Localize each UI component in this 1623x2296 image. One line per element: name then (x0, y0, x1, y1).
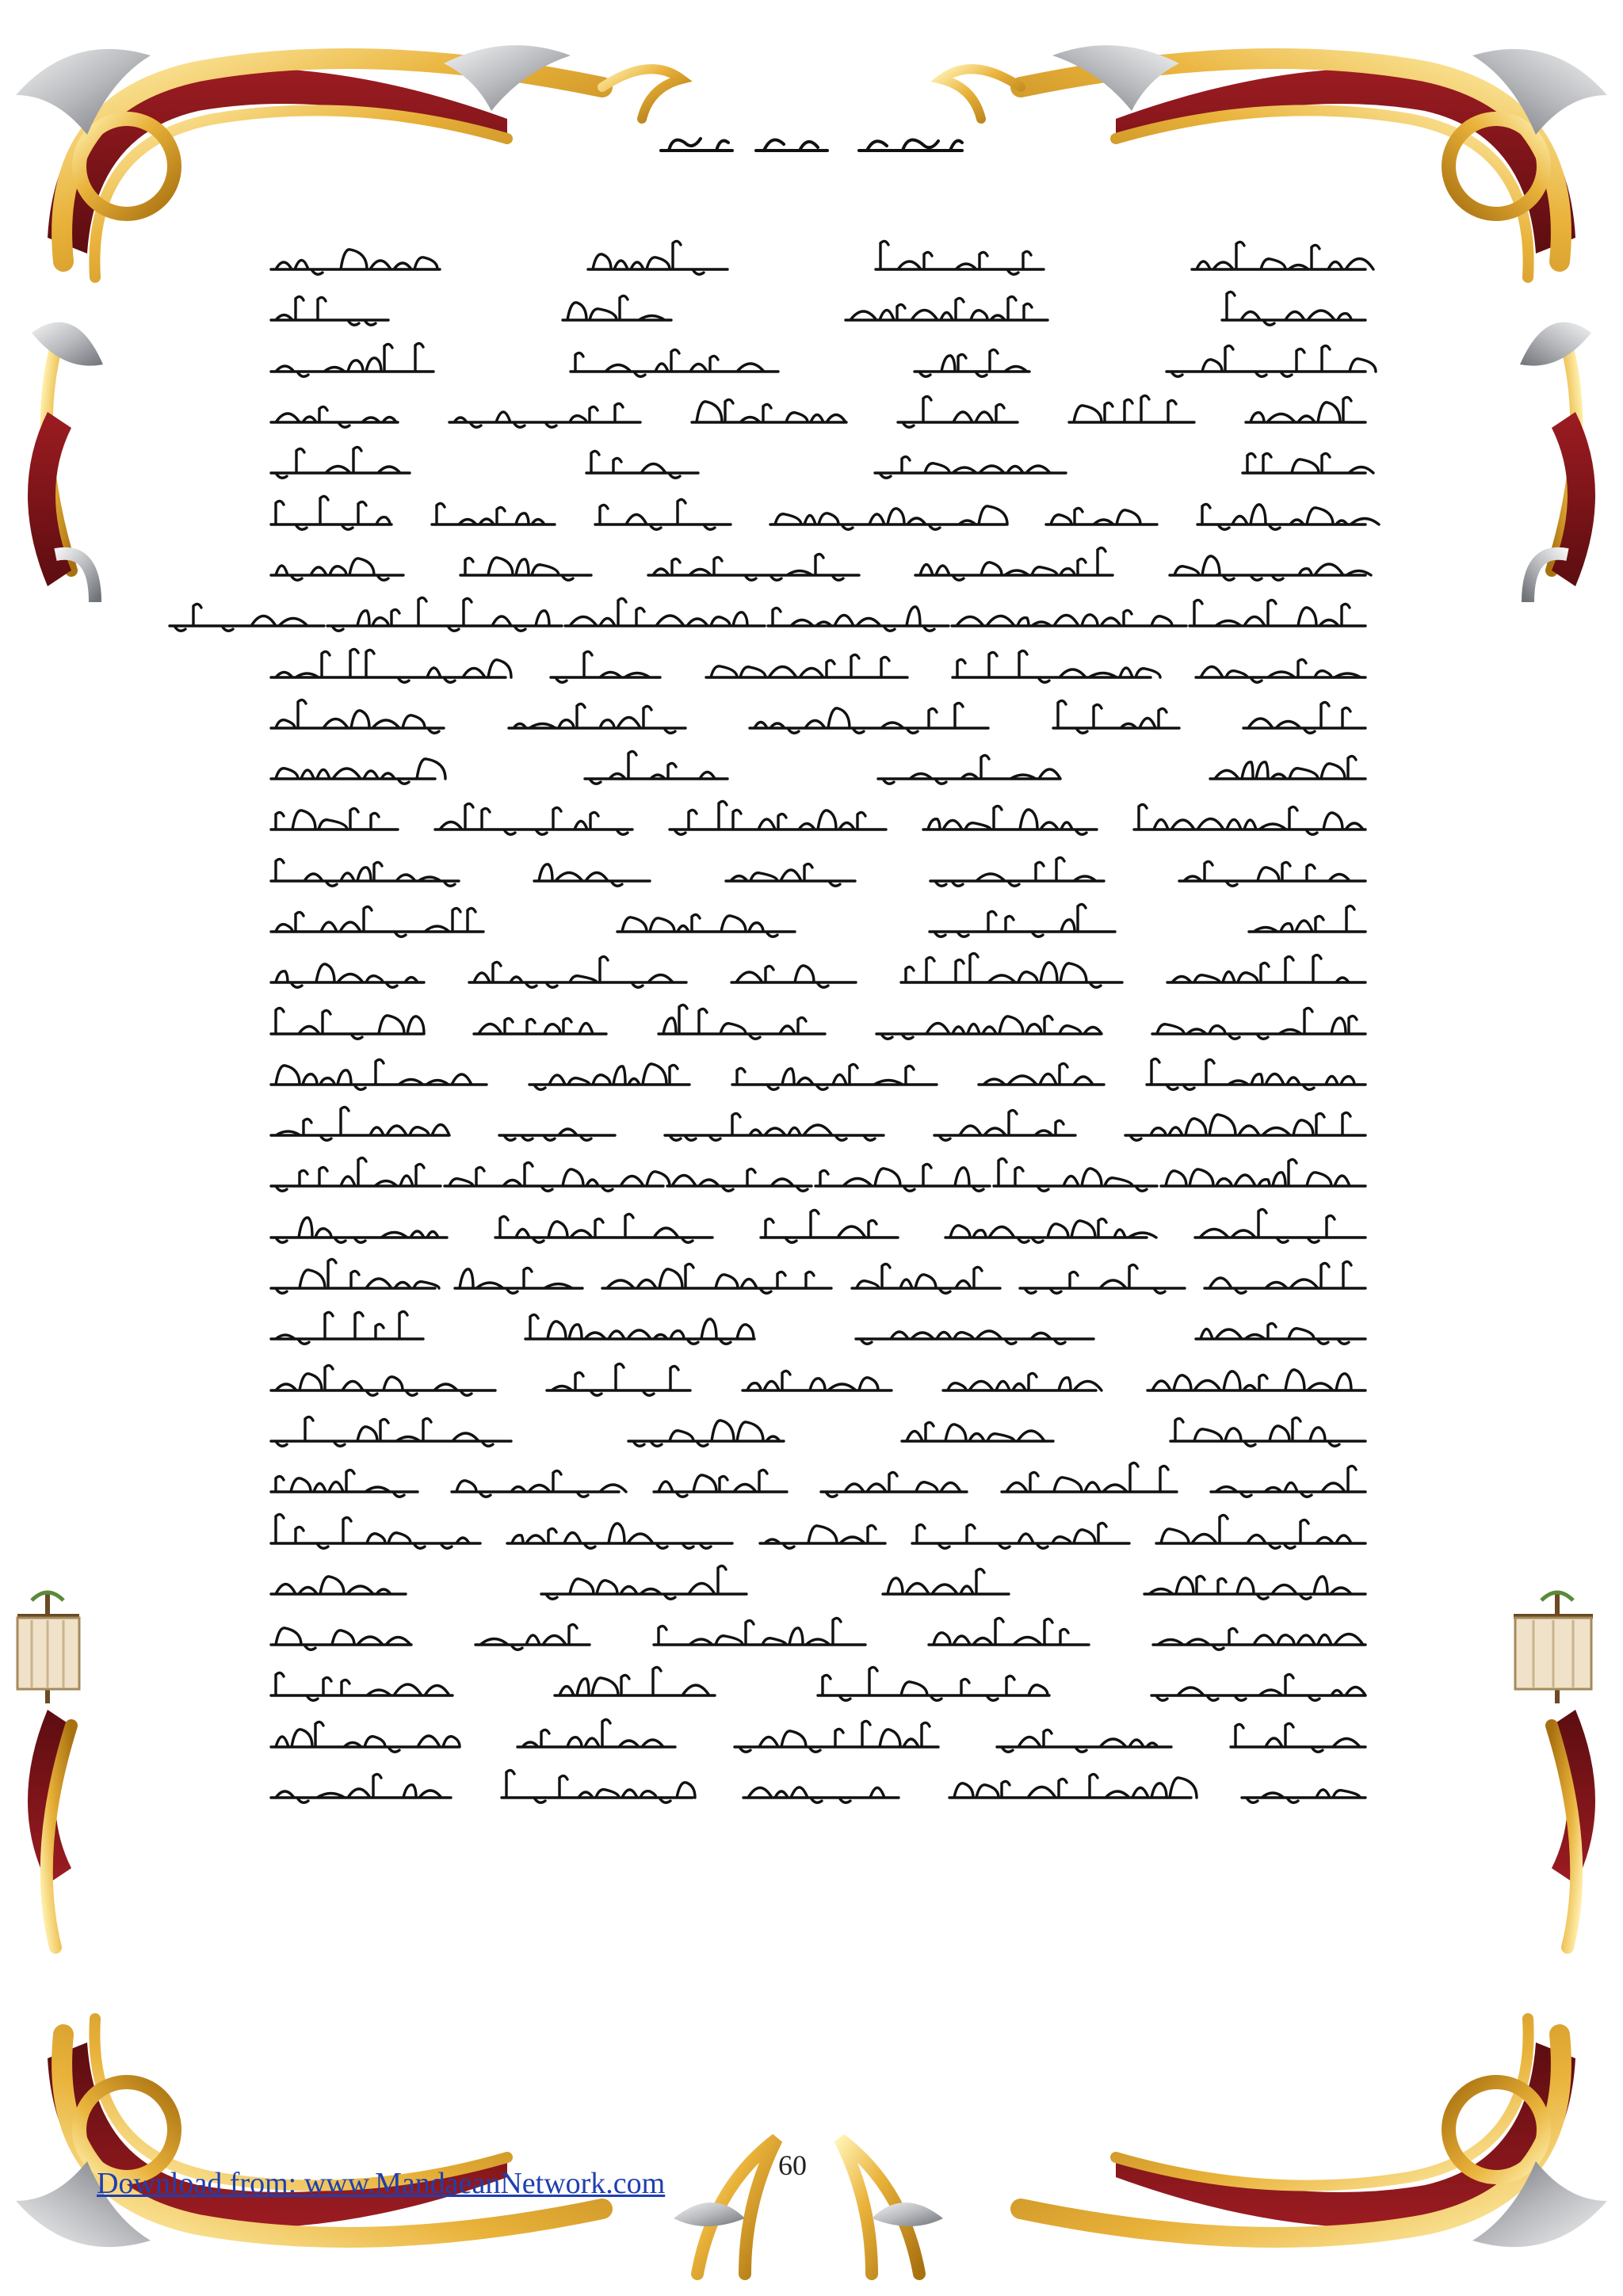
mandaic-word (168, 601, 326, 632)
mandaic-word (269, 1518, 482, 1550)
mandaic-word (569, 346, 780, 378)
text-line (269, 642, 1367, 692)
text-line (269, 1304, 1367, 1355)
mandaic-word (748, 703, 990, 734)
mandaic-word (594, 499, 732, 531)
mandaic-word (326, 601, 563, 632)
mandaic-word (1044, 499, 1159, 531)
mandaic-word (850, 1263, 1002, 1295)
mandaic-word (269, 804, 399, 836)
text-line (269, 438, 1367, 489)
mandaic-word (506, 1518, 734, 1550)
right-drape-icon (1514, 1592, 1593, 1703)
mandaic-word (269, 1212, 449, 1244)
mandaic-word (944, 1212, 1148, 1244)
mandaic-word (1244, 397, 1367, 429)
mandaic-word (705, 652, 909, 684)
mandaic-word (733, 1722, 940, 1753)
mandaic-word (1209, 1466, 1367, 1498)
mandaic-word (553, 1670, 716, 1702)
mandaic-word (922, 804, 1098, 836)
mandaic-word (269, 448, 411, 479)
mandaic-word (657, 1009, 827, 1040)
running-head (613, 119, 1010, 166)
mandaic-word (1143, 1569, 1367, 1600)
mandaic-word (1203, 1263, 1367, 1295)
mandaic-word (1000, 1466, 1178, 1498)
mandaic-word (269, 1569, 407, 1600)
mandaic-word (269, 1772, 453, 1804)
text-line (269, 489, 1367, 540)
mandaic-word (269, 906, 485, 938)
mandaic-word (1159, 1161, 1367, 1192)
text-line (269, 948, 1367, 998)
mandaic-word (269, 1263, 437, 1295)
text-line (269, 1661, 1367, 1711)
mandaic-word (1155, 1518, 1367, 1550)
mandaic-word (1151, 1009, 1367, 1040)
mandaic-word (1193, 1212, 1367, 1244)
text-line (269, 1508, 1367, 1558)
mandaic-word (948, 1772, 1193, 1804)
mandaic-word (1209, 753, 1367, 785)
mandaic-word (269, 1670, 454, 1702)
mandaic-word (616, 906, 796, 938)
mandaic-word (819, 1466, 968, 1498)
text-line (269, 1151, 1367, 1202)
mandaic-word (647, 550, 861, 582)
text-line (269, 1203, 1367, 1253)
mandaic-word (1220, 295, 1367, 326)
mandaic-word (668, 804, 888, 836)
mandaic-word (507, 703, 687, 734)
text-line (269, 1406, 1367, 1457)
mandaic-word (929, 856, 1106, 887)
mandaic-word (1242, 703, 1367, 734)
text-line (269, 591, 1367, 642)
mandaic-word (524, 1314, 756, 1345)
mandaic-word (1240, 1772, 1367, 1804)
mandaic-word (549, 652, 662, 684)
text-line (269, 1559, 1367, 1610)
mandaic-word (1178, 856, 1367, 887)
mandaic-word (911, 1518, 1131, 1550)
mandaic-word (1165, 346, 1367, 378)
mandaic-word (844, 295, 1049, 326)
mandaic-word (472, 1009, 608, 1040)
mandaic-word (950, 601, 1188, 632)
mandaic-word (269, 856, 460, 887)
top-center-flourish (602, 69, 1021, 119)
mandaic-word (951, 652, 1152, 684)
mandaic-word (1169, 1416, 1367, 1447)
text-line (269, 693, 1367, 744)
mandaic-word (652, 1466, 789, 1498)
mandaic-word (816, 1670, 1051, 1702)
mandaic-word (627, 1416, 785, 1447)
text-line (269, 540, 1367, 591)
mandaic-word (874, 244, 1045, 276)
mandaic-word (769, 499, 1007, 531)
mandaic-word (269, 1619, 413, 1651)
text-line (269, 387, 1367, 438)
mandaic-word (759, 1212, 899, 1244)
text-line (269, 795, 1367, 845)
mandaic-word (269, 1110, 450, 1142)
mandaic-word (448, 397, 642, 429)
mandaic-word (269, 397, 399, 429)
text-line (269, 998, 1367, 1049)
mandaic-word (1166, 957, 1367, 989)
mandaic-word (269, 957, 426, 989)
mandaic-word (873, 448, 1067, 479)
mandaic-word (583, 753, 729, 785)
mandaic-word (269, 1059, 488, 1091)
text-line (269, 1253, 1367, 1304)
mandaic-word (900, 1416, 1055, 1447)
mandaic-word (468, 957, 688, 989)
mandaic-word (269, 550, 405, 582)
mandaic-word (724, 856, 857, 887)
mandaic-word (459, 550, 593, 582)
mandaic-word (269, 1466, 419, 1498)
mandaic-word (1132, 804, 1367, 836)
text-line (269, 1610, 1367, 1661)
page-number: 60 (778, 2149, 807, 2181)
mandaic-word (928, 906, 1117, 938)
mandaic-word (474, 1619, 591, 1651)
mandaic-word (913, 346, 1031, 378)
mandaic-word (540, 1569, 748, 1600)
text-line (269, 1050, 1367, 1100)
mandaic-text-body (269, 235, 1367, 2057)
mandaic-word (269, 1314, 425, 1345)
mandaic-word (663, 1110, 885, 1142)
mandaic-word (433, 804, 634, 836)
mandaic-word (563, 601, 766, 632)
mandaic-word (528, 1059, 691, 1091)
mandaic-word (742, 1772, 900, 1804)
mandaic-word (1052, 703, 1181, 734)
mandaic-word (1150, 1670, 1367, 1702)
mandaic-word (269, 753, 437, 785)
mandaic-word (450, 1466, 621, 1498)
text-line (269, 235, 1367, 285)
mandaic-word (941, 1365, 1098, 1397)
mandaic-word (741, 1365, 893, 1397)
mandaic-word (269, 295, 390, 326)
text-line (269, 337, 1367, 387)
mandaic-word (1168, 550, 1367, 582)
mandaic-word (766, 601, 950, 632)
mandaic-word (933, 1110, 1077, 1142)
mandaic-word (1146, 1365, 1367, 1397)
left-drape-icon (17, 1592, 79, 1703)
mandaic-word (269, 1161, 442, 1192)
mandaic-word (545, 1365, 692, 1397)
mandaic-word (1145, 1059, 1367, 1091)
mandaic-word (585, 448, 700, 479)
mandaic-word (854, 1314, 1095, 1345)
mandaic-word (269, 1009, 424, 1040)
mandaic-word (814, 1161, 991, 1192)
mandaic-word (992, 1161, 1159, 1192)
mandaic-word (498, 1110, 617, 1142)
mandaic-word (899, 957, 1124, 989)
mandaic-word (430, 499, 556, 531)
mandaic-word (269, 1365, 497, 1397)
mandaic-word (561, 295, 673, 326)
mandaic-word (269, 1722, 460, 1753)
mandaic-word (876, 753, 1062, 785)
mandaic-word (1194, 1314, 1367, 1345)
text-line (269, 846, 1367, 897)
mandaic-word (758, 1518, 887, 1550)
download-link[interactable]: Download from: www.MandaeanNetwork.com (97, 2167, 666, 2200)
mandaic-word (666, 1161, 813, 1192)
mandaic-word (1190, 244, 1367, 276)
mandaic-word (1188, 601, 1367, 632)
mandaic-word (1196, 499, 1367, 531)
mandaic-word (516, 1722, 677, 1753)
mandaic-word (586, 244, 729, 276)
mandaic-word (269, 652, 507, 684)
mandaic-word (1247, 906, 1367, 938)
text-line (269, 1100, 1367, 1151)
mandaic-word (1229, 1722, 1367, 1753)
mandaic-word (914, 550, 1114, 582)
text-line (269, 1457, 1367, 1508)
mandaic-word (1067, 397, 1196, 429)
mandaic-word (601, 1263, 833, 1295)
mandaic-word (453, 1263, 584, 1295)
mandaic-word (927, 1619, 1090, 1651)
mandaic-word (1018, 1263, 1186, 1295)
mandaic-word (977, 1059, 1106, 1091)
mandaic-word (1124, 1110, 1367, 1142)
text-line (269, 1763, 1367, 1814)
mandaic-word (533, 856, 651, 887)
mandaic-word (875, 1009, 1102, 1040)
mandaic-word (269, 346, 435, 378)
mandaic-word (1241, 448, 1367, 479)
mandaic-word (652, 1619, 867, 1651)
mandaic-word (269, 499, 393, 531)
mandaic-word (269, 244, 441, 276)
mandaic-word (1151, 1619, 1367, 1651)
mandaic-word (731, 1059, 938, 1091)
mandaic-word (500, 1772, 694, 1804)
mandaic-word (896, 397, 1019, 429)
mandaic-word (443, 1161, 665, 1192)
mandaic-word (494, 1212, 714, 1244)
text-line (269, 1712, 1367, 1763)
mandaic-word (995, 1722, 1173, 1753)
text-line (269, 1356, 1367, 1406)
mandaic-word (269, 703, 445, 734)
mandaic-word (690, 397, 848, 429)
mandaic-word (1194, 652, 1367, 684)
mandaic-word (269, 1416, 513, 1447)
mandaic-word (730, 957, 857, 989)
mandaic-word (881, 1569, 1010, 1600)
text-line (269, 744, 1367, 795)
text-line (269, 285, 1367, 336)
text-line (269, 897, 1367, 948)
running-head-glyphs (613, 119, 1010, 166)
